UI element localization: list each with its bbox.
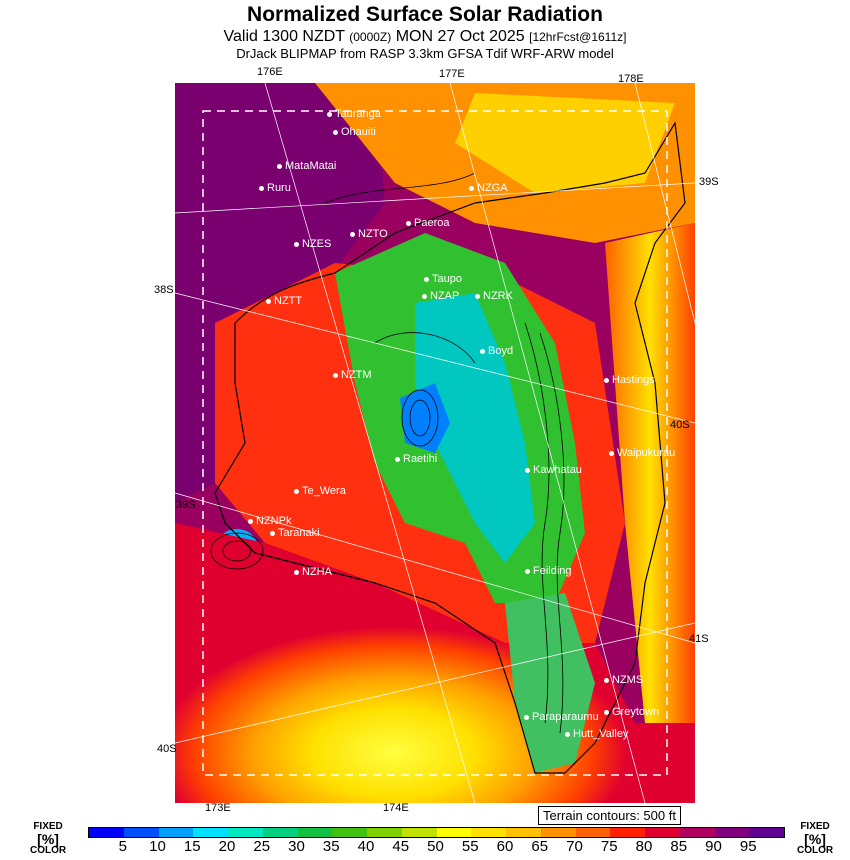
place-paraparaumu (524, 711, 599, 723)
place-name: Feilding (533, 565, 572, 577)
color-tick-label: 15 (183, 838, 201, 855)
place-nzms (604, 674, 643, 686)
place-name: NZTO (358, 228, 388, 240)
color-swatch (367, 828, 402, 837)
color-right: COLOR (797, 845, 834, 856)
place-nzga (469, 182, 508, 194)
place-marker-icon (350, 232, 355, 237)
place-marker-icon (333, 373, 338, 378)
color-tick-label: 85 (670, 838, 688, 855)
legend-left-label (30, 822, 66, 856)
color-swatch (715, 828, 750, 837)
place-ohauiti (333, 126, 376, 138)
place-marker-icon (525, 468, 530, 473)
place-name: Greytown (612, 706, 660, 718)
place-name: Te_Wera (302, 485, 346, 497)
fixed-right: FIXED (800, 821, 830, 832)
color-tick-label: 50 (427, 838, 444, 855)
color-swatch (506, 828, 541, 837)
place-hutt-valley (565, 728, 628, 740)
place-marker-icon (609, 451, 614, 456)
color-tick-label: 80 (635, 838, 653, 855)
place-marker-icon (294, 570, 299, 575)
place-raetihi (395, 453, 437, 465)
place-name: Raetihi (403, 453, 438, 465)
place-name: Waipukurau (617, 447, 676, 459)
forecast-info: [12hrFcst@1611z] (529, 30, 627, 44)
unit-right: [%] (804, 831, 826, 847)
color-swatch (645, 828, 680, 837)
place-name: NZES (302, 238, 332, 250)
place-matamatai (277, 160, 336, 172)
color-tick-label: 10 (149, 838, 166, 855)
place-kawhatau (525, 464, 582, 476)
place-name: Kawhatau (533, 464, 582, 476)
valid-time (0, 28, 850, 46)
place-marker-icon (475, 294, 480, 299)
place-te-wera (294, 485, 346, 497)
color-swatch (402, 828, 437, 837)
color-swatch (541, 828, 576, 837)
place-marker-icon (248, 519, 253, 524)
place-name: NZNPk (256, 515, 292, 527)
color-tick-label: 55 (461, 838, 479, 855)
place-marker-icon (294, 489, 299, 494)
chart-title: Normalized Surface Solar Radiation (247, 3, 603, 26)
color-tick-label: 5 (118, 838, 127, 855)
place-name: MataMatai (285, 160, 337, 172)
place-boyd (480, 345, 513, 357)
place-nznpk (248, 515, 291, 527)
place-name: NZTT (274, 295, 303, 307)
place-name: Tauranga (335, 108, 381, 120)
color-tick-label: 60 (496, 838, 514, 855)
place-marker-icon (406, 221, 411, 226)
place-marker-icon (565, 732, 570, 737)
place-marker-icon (469, 186, 474, 191)
place-taupo (424, 273, 462, 285)
place-marker-icon (604, 710, 609, 715)
place-nztt (266, 295, 302, 307)
place-marker-icon (266, 299, 271, 304)
model-line: DrJack BLIPMAP from RASP 3.3km GFSA Tdif WRF-ARW model (236, 46, 614, 61)
place-name: Hutt_Valley (573, 728, 629, 740)
lat-label-left-38s: 38S (154, 284, 174, 296)
place-marker-icon (480, 349, 485, 354)
place-name: Taupo (432, 273, 462, 285)
color-swatch (263, 828, 298, 837)
place-name: NZAP (430, 290, 460, 302)
place-marker-icon (604, 378, 609, 383)
place-marker-icon (259, 186, 264, 191)
color-swatch (610, 828, 645, 837)
place-name: NZHA (302, 566, 332, 578)
color-swatch (332, 828, 367, 837)
place-greytown (604, 706, 659, 718)
color-swatch (437, 828, 472, 837)
place-marker-icon (327, 112, 332, 117)
place-nzha (294, 566, 332, 578)
place-marker-icon (270, 531, 275, 536)
place-marker-icon (424, 277, 429, 282)
color-tick-label: 20 (218, 838, 236, 855)
place-paeroa (406, 217, 449, 229)
place-name: Boyd (488, 345, 514, 357)
color-swatch (159, 828, 194, 837)
lon-label-177e: 177E (439, 68, 465, 80)
color-swatch (193, 828, 228, 837)
place-name: Ruru (267, 182, 291, 194)
solar-radiation-map (175, 83, 695, 803)
place-marker-icon (395, 457, 400, 462)
place-nzto (350, 228, 388, 240)
fixed-left: FIXED (33, 821, 63, 832)
place-marker-icon (333, 130, 338, 135)
place-feilding (525, 565, 572, 577)
place-name: NZGA (477, 182, 508, 194)
place-marker-icon (524, 715, 529, 720)
place-marker-icon (294, 242, 299, 247)
color-tick-label: 45 (392, 838, 410, 855)
color-swatch (124, 828, 159, 837)
place-nztm (333, 369, 372, 381)
color-tick-label: 95 (739, 838, 757, 855)
place-name: NZMS (612, 674, 644, 686)
lat-label-left-40s: 40S (157, 743, 177, 755)
place-nzrk (475, 290, 513, 302)
place-name: NZTM (341, 369, 372, 381)
lon-label-178e: 178E (618, 73, 644, 85)
unit-left: [%] (37, 831, 59, 847)
color-scale-bar (88, 827, 785, 838)
place-ruru (259, 182, 291, 194)
color-swatch (749, 828, 784, 837)
place-name: NZRK (483, 290, 513, 302)
color-swatch (89, 828, 124, 837)
color-swatch (680, 828, 715, 837)
place-marker-icon (422, 294, 427, 299)
color-tick-label: 25 (253, 838, 271, 855)
place-name: Taranaki (278, 527, 320, 539)
color-swatch (298, 828, 333, 837)
place-nzes (294, 238, 331, 250)
valid-date: MON 27 Oct 2025 (395, 28, 525, 45)
place-tauranga (327, 108, 381, 120)
color-tick-label: 90 (705, 838, 722, 855)
color-tick-label: 30 (288, 838, 305, 855)
place-waipukurau (609, 447, 675, 459)
lat-label-left-39s: 39S (176, 499, 196, 511)
place-name: Paeroa (414, 217, 450, 229)
place-marker-icon (525, 569, 530, 574)
lat-label-right-39s: 39S (699, 176, 719, 188)
color-swatch (228, 828, 263, 837)
terrain-contours-note: Terrain contours: 500 ft (538, 806, 681, 825)
color-left: COLOR (30, 845, 67, 856)
lat-label-right-40s: 40S (670, 419, 690, 431)
valid-utc: (0000Z) (349, 30, 392, 44)
place-name: Ohauiti (341, 126, 376, 138)
lon-label-176e: 176E (257, 66, 283, 78)
color-tick-label: 75 (600, 838, 618, 855)
color-tick-label: 65 (531, 838, 549, 855)
place-taranaki (270, 527, 320, 539)
place-hastings (604, 374, 655, 386)
place-marker-icon (604, 678, 609, 683)
color-tick-label: 70 (566, 838, 583, 855)
lat-label-right-41s: 41S (689, 633, 709, 645)
lon-label-174e: 174E (383, 802, 409, 814)
place-name: Paraparaumu (532, 711, 599, 723)
place-name: Hastings (612, 374, 655, 386)
color-swatch (576, 828, 611, 837)
place-nzap (422, 290, 459, 302)
legend-right-label (797, 822, 833, 856)
color-tick-label: 35 (322, 838, 340, 855)
valid-main: Valid 1300 NZDT (223, 28, 345, 45)
lon-label-173e: 173E (205, 802, 231, 814)
color-tick-label: 40 (357, 838, 375, 855)
place-marker-icon (277, 164, 282, 169)
color-swatch (471, 828, 506, 837)
